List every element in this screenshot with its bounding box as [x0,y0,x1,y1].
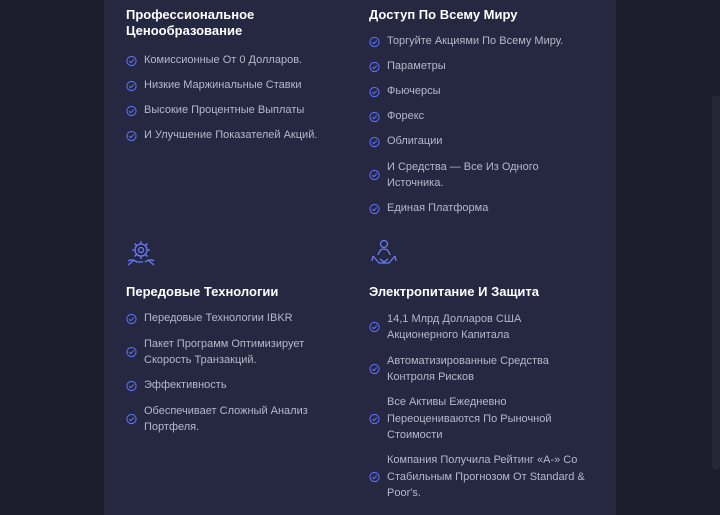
list-item-text: Комиссионные От 0 Долларов. [144,54,303,67]
check-circle-icon [126,347,137,358]
feature-list [126,48,356,148]
list-item-text: И Средства — Все Из Одного Источника. [387,160,539,189]
check-circle-icon [126,130,137,141]
list-item-text: Передовые Технологии IBKR [144,312,293,325]
list-item [126,98,356,123]
section-title: Электропитание И Защита [369,284,540,299]
section-title: Передовые Технологии [126,284,279,299]
list-item-text: Форекс [387,110,425,123]
list-item [369,390,599,448]
check-circle-icon [126,380,137,391]
check-circle-icon [126,414,137,425]
list-item [369,104,599,129]
section-global-access [369,7,599,221]
list-item-text: Все Активы Ежедневно Переоцениваются По Рыночной Стоимости [387,396,552,442]
list-item-text: Высокие Процентные Выплаты [144,104,305,117]
check-circle-icon [126,80,137,91]
list-item [369,29,599,54]
list-item [369,54,599,79]
check-circle-icon [369,86,380,97]
section-pricing [126,7,356,148]
check-circle-icon [369,111,380,122]
feature-list [126,306,356,440]
list-item [369,196,599,221]
list-item [126,306,356,331]
list-item [369,79,599,104]
list-item-text: Единая Платформа [387,202,489,215]
check-circle-icon [369,472,380,483]
list-item-text: Фьючерсы [387,85,441,98]
check-circle-icon [369,61,380,72]
list-item [369,129,599,154]
check-circle-icon [126,313,137,324]
check-circle-icon [126,55,137,66]
list-item-text: Облигации [387,135,443,148]
feature-list [369,29,599,221]
check-circle-icon [369,322,380,333]
list-item [369,448,599,506]
check-circle-icon [369,364,380,375]
list-item [126,398,356,440]
list-item-text: И Улучшение Показателей Акций. [144,129,318,142]
feature-list [369,306,599,506]
list-item [369,348,599,390]
list-item [369,154,599,196]
list-item-text: Компания Получила Рейтинг «A-» Со Стабильным Прогнозом От Standard & Poor's. [387,454,585,500]
list-item [126,73,356,98]
list-item [126,123,356,148]
list-item-text: Торгуйте Акциями По Всему Миру. [387,35,564,48]
check-circle-icon [369,414,380,425]
check-circle-icon [369,203,380,214]
list-item [126,48,356,73]
list-item-text: Пакет Программ Оптимизирует Скорость Транзакций. [144,337,305,366]
list-item-text: Эффективность [144,379,227,392]
list-item-text: Обеспечивает Сложный Анализ Портфеля. [144,404,308,433]
section-advanced-tech [126,284,356,440]
list-item [369,306,599,348]
list-item [126,331,356,373]
scrollbar-track[interactable] [712,95,720,470]
list-item-text: Низкие Маржинальные Ставки [144,79,302,92]
list-item [126,373,356,398]
check-circle-icon [369,36,380,47]
tech-gear-icon [125,237,157,269]
section-title: Доступ По Всему Миру [369,7,518,22]
section-title: Профессиональное Ценообразование [126,7,255,38]
protection-hands-icon [368,237,400,269]
check-circle-icon [369,136,380,147]
check-circle-icon [369,170,380,181]
list-item-text: 14,1 Млрд Долларов США Акционерного Капитала [387,312,522,341]
check-circle-icon [126,105,137,116]
list-item-text: Параметры [387,60,446,73]
list-item-text: Автоматизированные Средства Контроля Рисков [387,354,549,383]
section-power-protection [369,284,599,506]
